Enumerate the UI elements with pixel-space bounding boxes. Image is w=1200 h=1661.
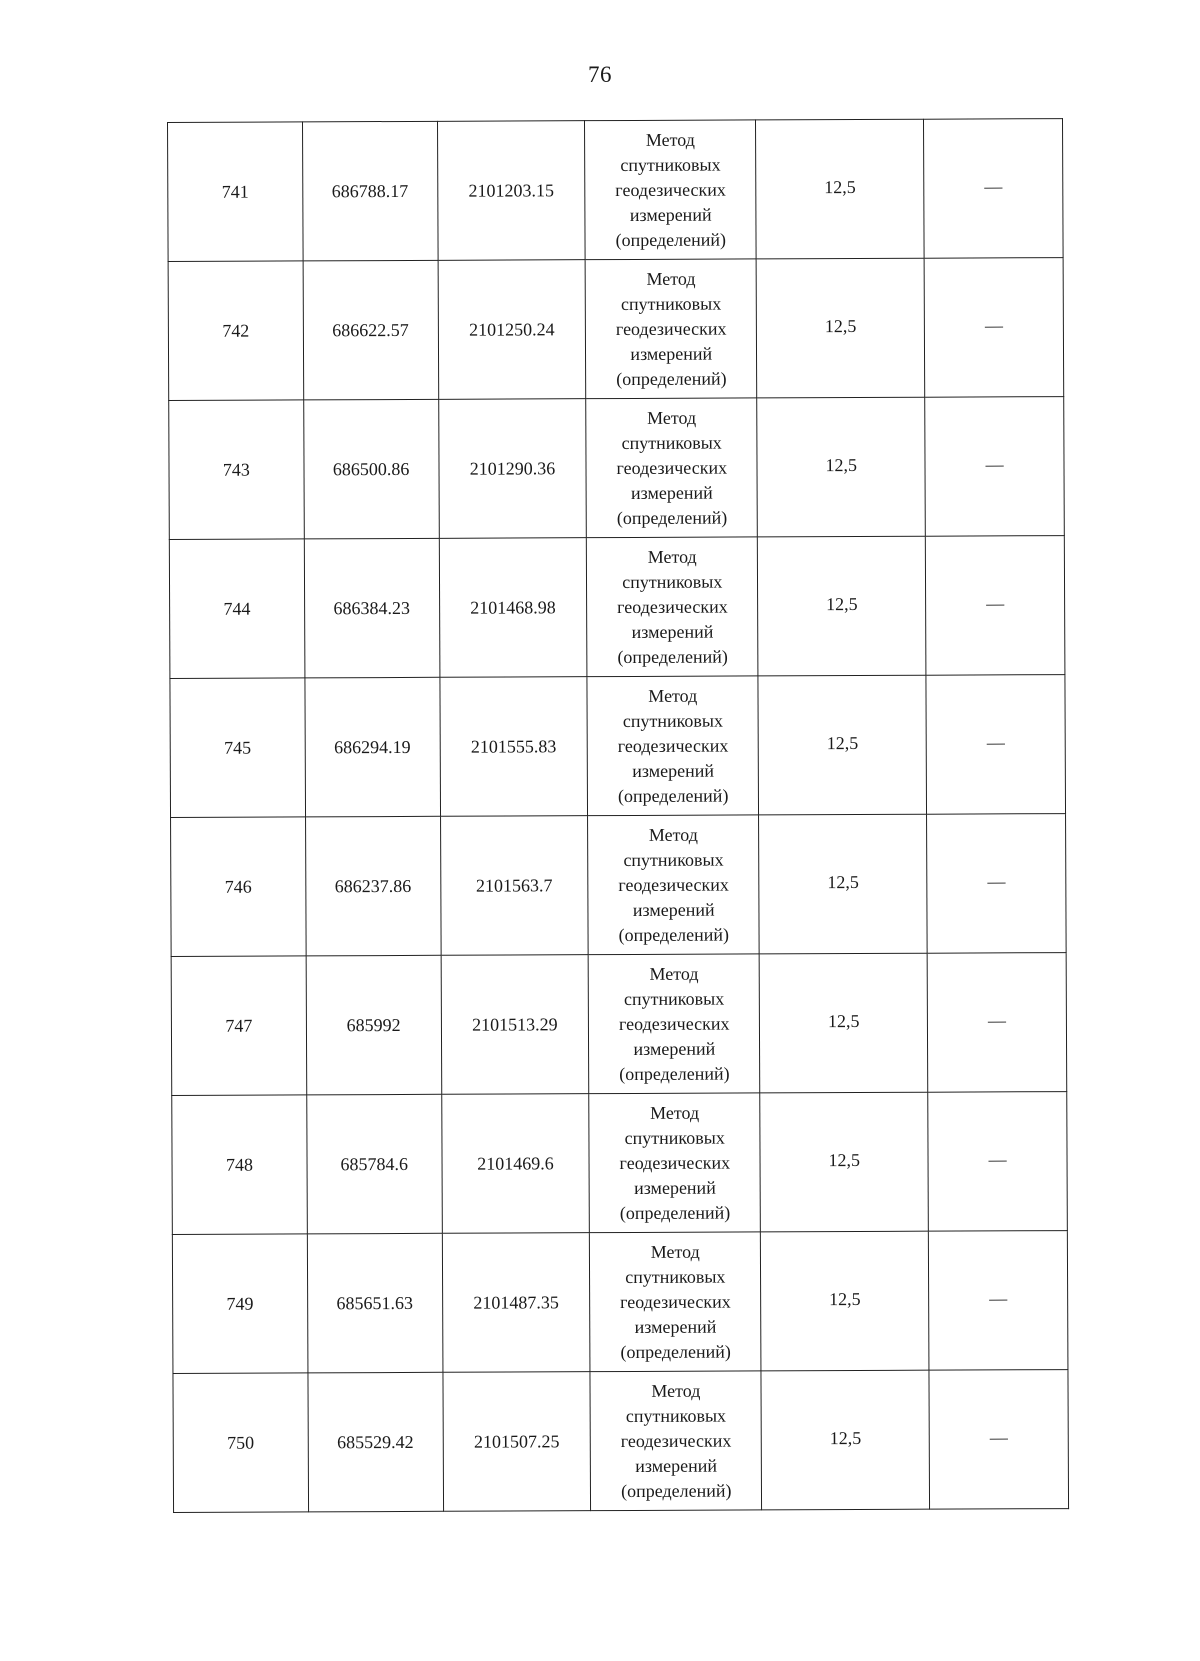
method-text: Метод спутниковых геодезических измерений (определений) (618, 824, 730, 945)
description-cell (927, 953, 1066, 1093)
table-row (168, 258, 1064, 401)
description-cell (927, 814, 1066, 954)
description-text: — (986, 592, 1005, 613)
accuracy-cell (757, 397, 926, 537)
point-number-cell: 750 (173, 1373, 308, 1513)
table-row (169, 536, 1065, 679)
method-text: Метод спутниковых геодезических измерений (определений) (620, 1380, 732, 1501)
method-cell (587, 676, 759, 816)
y-coordinate-cell: 2101250.24 (438, 260, 586, 400)
table-row (173, 1370, 1069, 1513)
description-cell (925, 397, 1064, 537)
point-number-cell: 748 (172, 1095, 307, 1235)
accuracy-text: 12,5 (825, 454, 858, 475)
accuracy-cell (756, 258, 925, 398)
accuracy-text: 12,5 (827, 871, 859, 892)
table-row (171, 814, 1067, 957)
method-cell (589, 1093, 761, 1233)
description-cell (929, 1231, 1068, 1371)
accuracy-text: 12,5 (829, 1427, 862, 1448)
description-text: — (986, 731, 1005, 752)
x-coordinate-cell: 686622.57 (303, 260, 438, 400)
accuracy-cell (759, 814, 928, 954)
point-number-cell: 746 (171, 817, 306, 957)
accuracy-cell (758, 536, 927, 676)
method-text: Метод спутниковых геодезических измерений (определений) (617, 546, 728, 667)
method-text: Метод спутниковых геодезических измерений (определений) (618, 963, 730, 1084)
description-cell (924, 119, 1063, 259)
coordinates-table (167, 118, 1069, 1513)
x-coordinate-cell: 686500.86 (303, 399, 438, 539)
accuracy-cell (760, 1092, 929, 1232)
method-cell (587, 537, 759, 677)
accuracy-text: 12,5 (824, 315, 857, 336)
accuracy-text: 12,5 (829, 1288, 861, 1309)
table-row (171, 953, 1067, 1096)
method-cell (590, 1232, 762, 1372)
x-coordinate-cell: 686237.86 (305, 816, 440, 956)
method-cell (585, 120, 757, 260)
method-text: Метод спутниковых геодезических измерений (определений) (617, 685, 729, 806)
point-number-cell: 742 (168, 261, 303, 401)
table-body (168, 119, 1069, 1513)
page-number: 76 (588, 62, 612, 87)
x-coordinate-cell: 685784.6 (306, 1094, 441, 1234)
description-text: — (987, 1009, 1007, 1030)
description-cell (924, 258, 1063, 398)
method-cell (590, 1371, 762, 1511)
accuracy-cell (759, 953, 928, 1093)
y-coordinate-cell: 2101513.29 (441, 955, 589, 1095)
x-coordinate-cell: 685651.63 (307, 1233, 442, 1373)
table-row (168, 119, 1064, 262)
method-text: Метод спутниковых геодезических измерений (определений) (615, 129, 727, 250)
table-row (172, 1092, 1068, 1235)
description-text: — (988, 1148, 1007, 1169)
accuracy-text: 12,5 (827, 1010, 860, 1031)
accuracy-cell (761, 1231, 930, 1371)
accuracy-cell (756, 119, 925, 259)
description-text: — (987, 870, 1006, 891)
accuracy-text: 12,5 (828, 1149, 861, 1170)
y-coordinate-cell: 2101468.98 (439, 538, 587, 678)
y-coordinate-cell: 2101563.7 (440, 816, 588, 956)
accuracy-text: 12,5 (824, 176, 856, 197)
description-text: — (989, 1426, 1008, 1447)
x-coordinate-cell: 686294.19 (305, 677, 440, 817)
y-coordinate-cell: 2101555.83 (439, 677, 587, 817)
y-coordinate-cell: 2101487.35 (442, 1233, 590, 1373)
method-cell (588, 815, 760, 955)
method-text: Метод спутниковых геодезических измерений (определений) (616, 407, 728, 528)
point-number-cell: 744 (169, 539, 304, 679)
description-text: — (989, 1287, 1008, 1308)
description-text: — (984, 175, 1003, 196)
method-cell (585, 259, 757, 399)
table-row (170, 675, 1066, 818)
table-row (169, 397, 1065, 540)
description-text: — (985, 453, 1004, 474)
description-cell (929, 1370, 1068, 1510)
accuracy-cell (758, 675, 927, 815)
y-coordinate-cell: 2101469.6 (441, 1094, 589, 1234)
method-cell (586, 398, 758, 538)
point-number-cell: 747 (171, 956, 306, 1096)
y-coordinate-cell: 2101203.15 (437, 121, 585, 261)
point-number-cell: 741 (168, 122, 303, 262)
method-text: Метод спутниковых геодезических измерений (определений) (615, 268, 727, 389)
point-number-cell: 745 (170, 678, 305, 818)
table-row (172, 1231, 1068, 1374)
point-number-cell: 743 (169, 400, 304, 540)
x-coordinate-cell: 686788.17 (302, 121, 437, 261)
description-cell (926, 536, 1065, 676)
method-cell (588, 954, 760, 1094)
y-coordinate-cell: 2101507.25 (442, 1372, 590, 1512)
method-text: Метод спутниковых геодезических измерений (определений) (619, 1102, 731, 1223)
point-number-cell: 749 (172, 1234, 307, 1374)
accuracy-text: 12,5 (826, 593, 858, 614)
accuracy-text: 12,5 (826, 732, 859, 753)
description-text: — (984, 314, 1004, 335)
accuracy-cell (761, 1370, 930, 1510)
method-text: Метод спутниковых геодезических измерений (определений) (620, 1241, 731, 1362)
description-cell (926, 675, 1065, 815)
x-coordinate-cell: 685529.42 (308, 1372, 443, 1512)
x-coordinate-cell: 685992 (306, 955, 441, 1095)
y-coordinate-cell: 2101290.36 (438, 399, 586, 539)
x-coordinate-cell: 686384.23 (304, 538, 439, 678)
description-cell (928, 1092, 1067, 1232)
